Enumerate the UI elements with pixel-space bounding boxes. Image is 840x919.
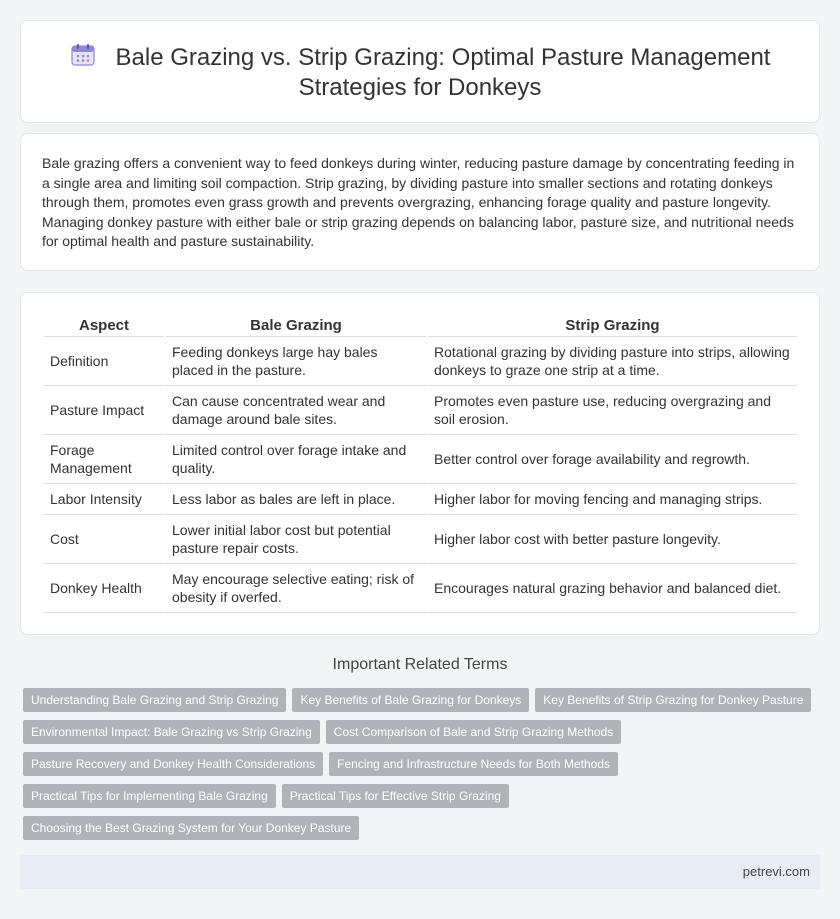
bale-cell: Limited control over forage intake and quality. bbox=[166, 435, 426, 484]
header-aspect: Aspect bbox=[44, 313, 164, 337]
strip-cell: Rotational grazing by dividing pasture into strips, allowing donkeys to graze one strip at a time. bbox=[428, 337, 797, 386]
aspect-cell: Cost bbox=[44, 515, 164, 564]
title-card bbox=[20, 20, 820, 123]
bale-cell: Feeding donkeys large hay bales placed in the pasture. bbox=[166, 337, 426, 386]
aspect-cell: Labor Intensity bbox=[44, 484, 164, 515]
related-tag[interactable]: Key Benefits of Bale Grazing for Donkeys bbox=[292, 688, 529, 712]
strip-cell: Promotes even pasture use, reducing overgrazing and soil erosion. bbox=[428, 386, 797, 435]
table-header-row bbox=[44, 313, 797, 337]
bale-cell: May encourage selective eating; risk of obesity if overfed. bbox=[166, 564, 426, 613]
table-row bbox=[44, 386, 797, 435]
related-tag[interactable]: Key Benefits of Strip Grazing for Donkey Pasture bbox=[535, 688, 811, 712]
footer-site-link[interactable]: petrevi.com bbox=[742, 864, 810, 879]
aspect-cell: Donkey Health bbox=[44, 564, 164, 613]
related-tag[interactable]: Environmental Impact: Bale Grazing vs Strip Grazing bbox=[23, 720, 320, 744]
table-row bbox=[44, 435, 797, 484]
strip-cell: Better control over forage availability and regrowth. bbox=[428, 435, 797, 484]
related-tag[interactable]: Fencing and Infrastructure Needs for Both Methods bbox=[329, 752, 618, 776]
table-row bbox=[44, 337, 797, 386]
strip-cell: Higher labor for moving fencing and managing strips. bbox=[428, 484, 797, 515]
title-line-1: Bale Grazing vs. Strip Grazing: Optimal Pasture Management bbox=[115, 44, 771, 71]
related-terms-title: Important Related Terms bbox=[332, 656, 508, 673]
related-tag[interactable]: Understanding Bale Grazing and Strip Grazing bbox=[23, 688, 286, 712]
header-bale-grazing: Bale Grazing bbox=[166, 313, 426, 337]
related-tag[interactable]: Practical Tips for Effective Strip Grazing bbox=[282, 784, 509, 808]
title-line-2: Strategies for Donkeys bbox=[298, 74, 542, 101]
page-title bbox=[21, 43, 819, 103]
bale-cell: Lower initial labor cost but potential pasture repair costs. bbox=[166, 515, 426, 564]
calendar-icon bbox=[70, 43, 96, 67]
header-strip-grazing: Strip Grazing bbox=[428, 313, 797, 337]
strip-cell: Higher labor cost with better pasture longevity. bbox=[428, 515, 797, 564]
aspect-cell: Definition bbox=[44, 337, 164, 386]
intro-paragraph: Bale grazing offers a convenient way to feed donkeys during winter, reducing pasture damage by concentrating feeding in a single area and limiting soil compaction. Strip grazing, by dividing pasture into smaller sections and rotating donkeys through them, promotes even grass growth and prevents overgrazing, enhancing forage quality and pasture longevity. Managing donkey pasture with either bale or strip grazing depends on balancing labor, pasture size, and nutritional needs for optimal health and pasture sustainability. bbox=[42, 155, 795, 250]
bale-cell: Can cause concentrated wear and damage around bale sites. bbox=[166, 386, 426, 435]
related-terms-tags bbox=[23, 688, 813, 848]
aspect-cell: Pasture Impact bbox=[44, 386, 164, 435]
related-tag[interactable]: Choosing the Best Grazing System for Your Donkey Pasture bbox=[23, 816, 359, 840]
strip-cell: Encourages natural grazing behavior and balanced diet. bbox=[428, 564, 797, 613]
comparison-table bbox=[42, 313, 799, 613]
comparison-card bbox=[20, 292, 820, 635]
related-tag[interactable]: Practical Tips for Implementing Bale Grazing bbox=[23, 784, 276, 808]
bale-cell: Less labor as bales are left in place. bbox=[166, 484, 426, 515]
table-row bbox=[44, 564, 797, 613]
aspect-cell: Forage Management bbox=[44, 435, 164, 484]
related-tag[interactable]: Cost Comparison of Bale and Strip Grazing Methods bbox=[326, 720, 621, 744]
table-row bbox=[44, 515, 797, 564]
intro-card bbox=[20, 133, 820, 271]
footer bbox=[20, 855, 820, 889]
table-row bbox=[44, 484, 797, 515]
related-tag[interactable]: Pasture Recovery and Donkey Health Considerations bbox=[23, 752, 323, 776]
